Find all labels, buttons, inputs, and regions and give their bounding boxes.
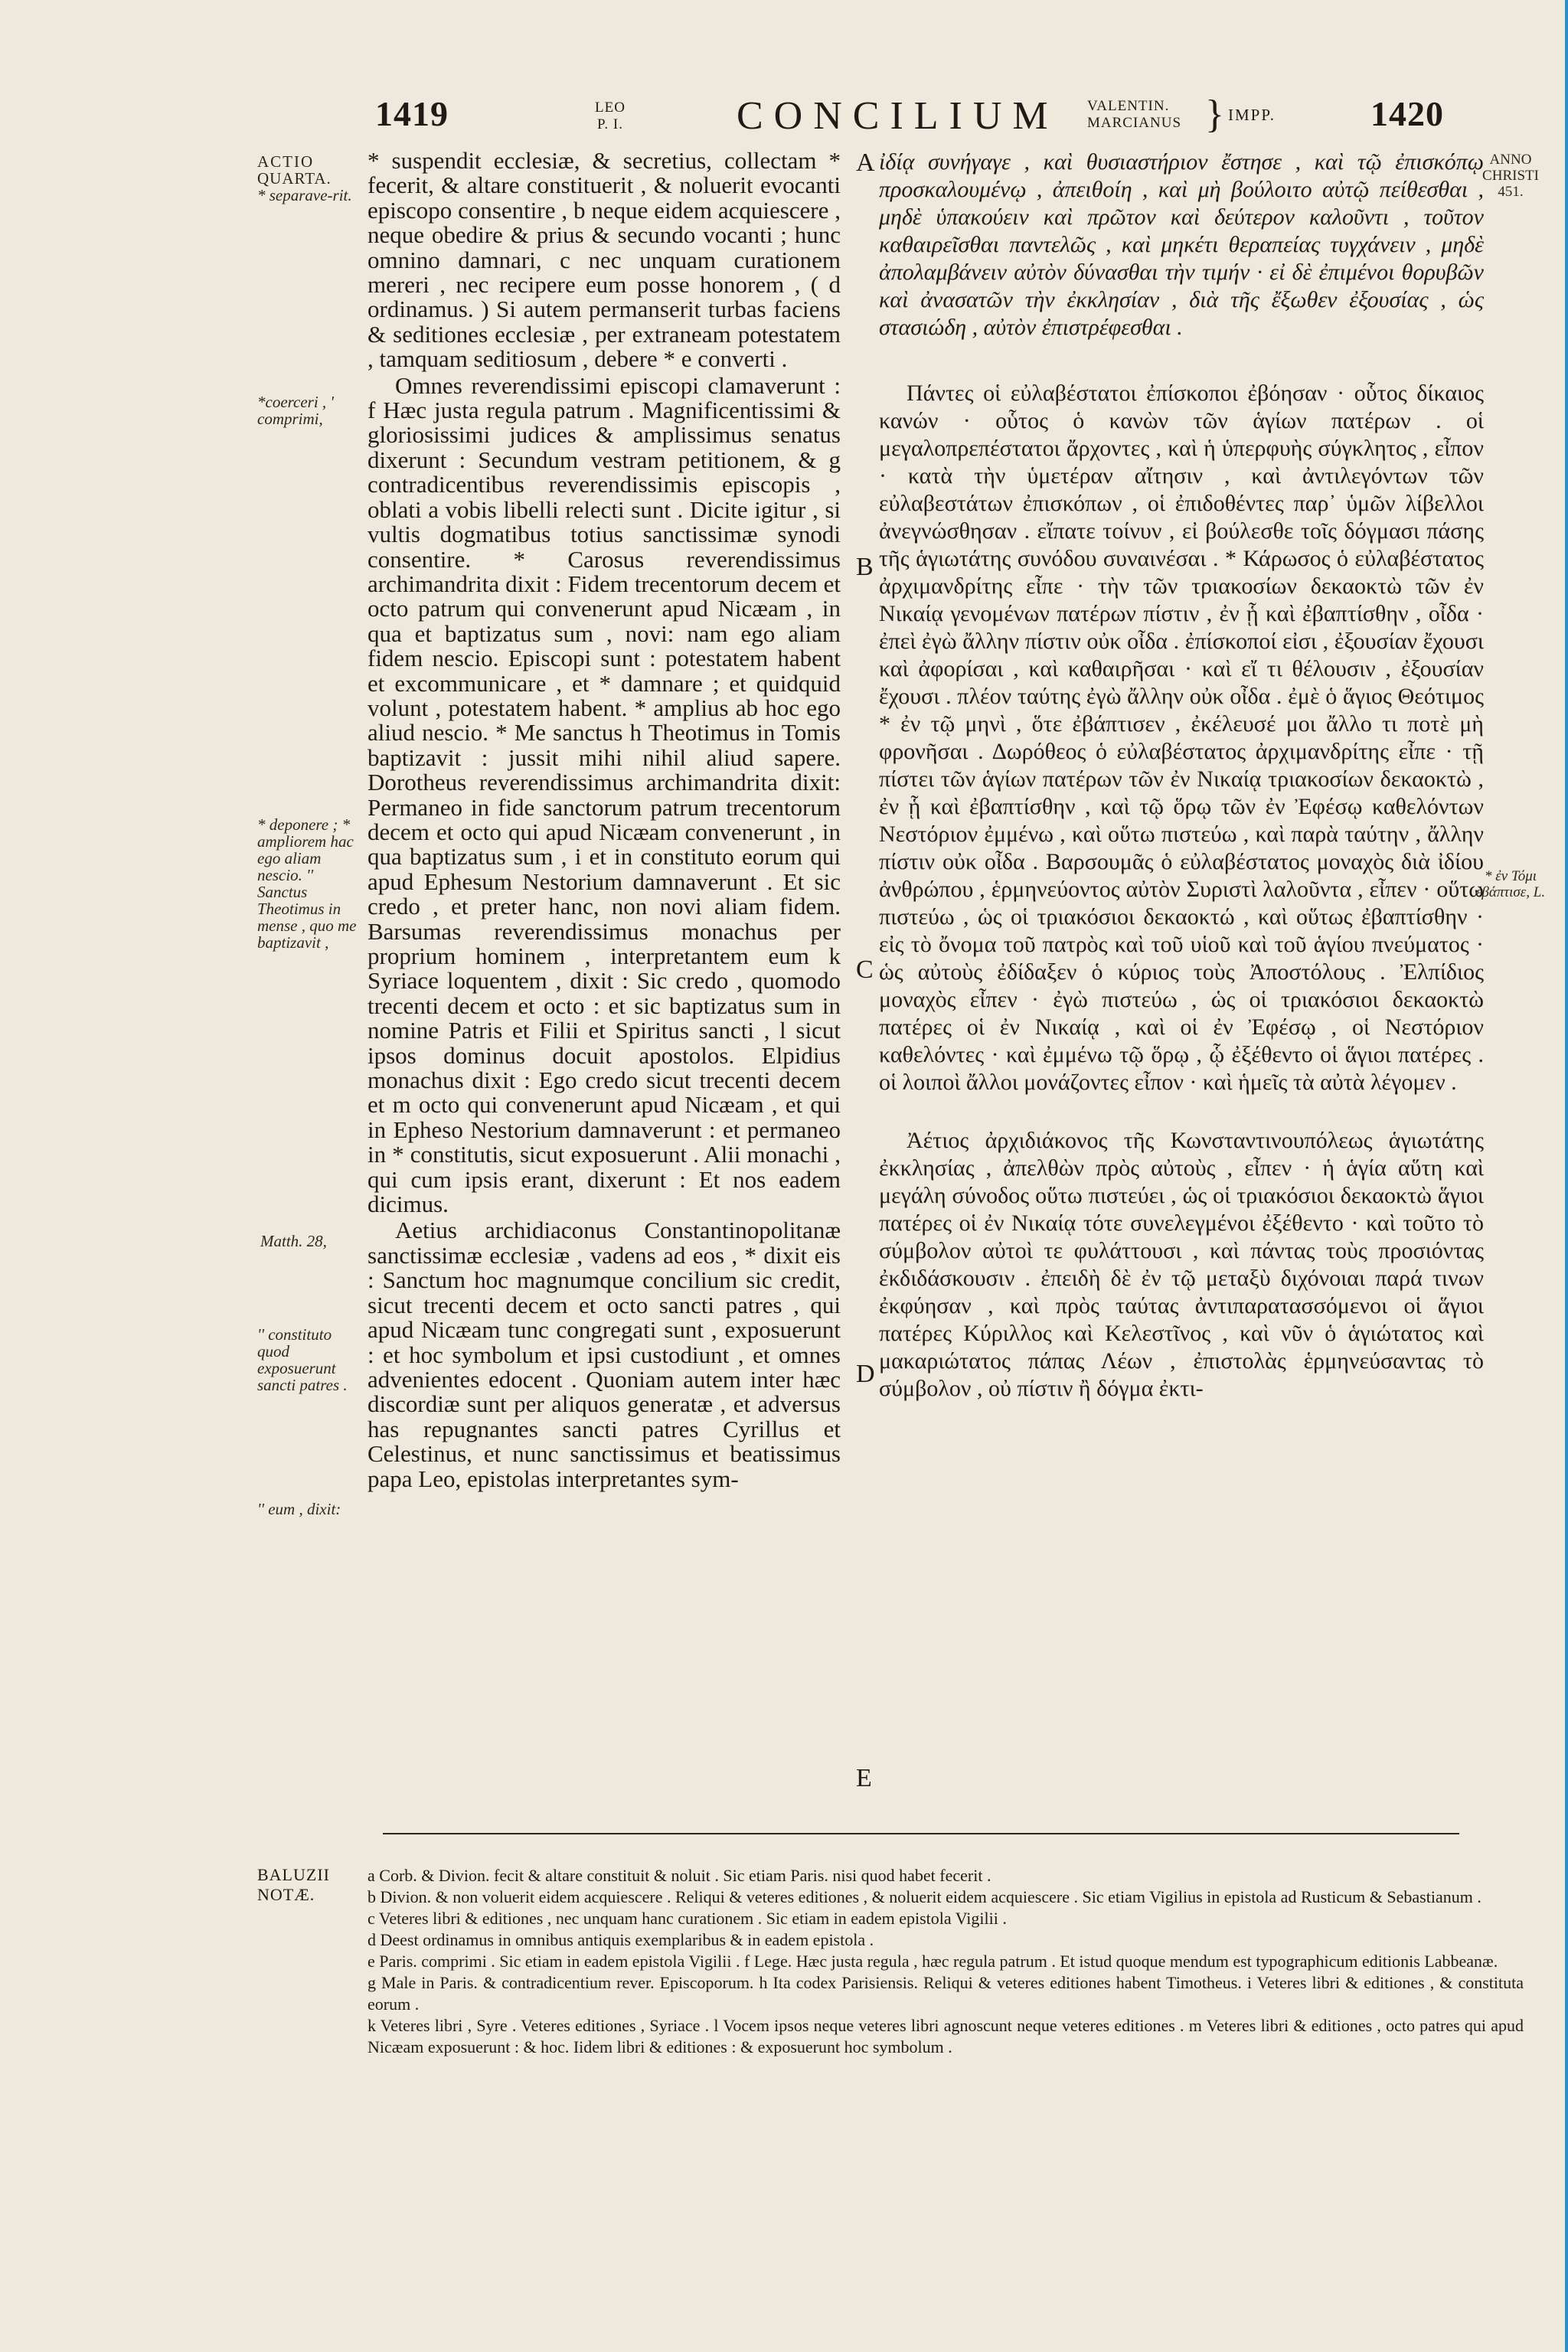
note-e-f: e Paris. comprimi . Sic etiam in eadem epistola Vigilii . f Lege. Hæc justa regula , hæc regula patrum . Et istud quoque mendum est typographicum editionis Labbeanæ. <box>368 1952 1498 1971</box>
section-letter-b: B <box>856 553 874 581</box>
latin-paragraph-2: Omnes reverendissimi episcopi clamaverunt : f Hæc justa regula patrum . Magnificentissimi & gloriosissimi judices & amplissimus senatus dixerunt : Secundum vestram petitionem, & g contradicentibus reverendissimis episcopis , oblati a vobis libelli relecti sunt . Dicite igitur , si vultis dogmatibus totius sanctissimæ synodi consentire. * Carosus reverendissimus archimandrita dixit : Fidem trecentorum decem et octo patrum qui convenerunt apud Nicæam , in qua et baptizatus sum , novi: nam ego aliam fidem nescio. Episcopi sunt : potestatem habent et excommunicare , et * damnare ; et quidquid volunt , potestatem habent. * amplius ab hoc ego aliud nescio. * Me sanctus h Theotimus in Tomis baptizavit : jussit mihi nihil aliud sapere. Dorotheus reverendissimus archimandrita dixit: Permaneo in fide sanctorum patrum trecentorum decem et octo qui apud Nicæam convenerunt , in qua baptizatus sum , i et in constituto eorum qui apud Ephesum Nestorium damnaverunt . Et sic credo , et preter hanc, non novi aliam fidem. Barsumas reverendissimus monachus per proprium hominem , interpretantem eum k Syriace loquentem , dixit : Sic credo , quomodo trecenti decem et octo : et sic baptizatus sum in nomine Patris et Filii et Spiritus sancti , l sicut ipsos dominus docuit apostolos. Elpidius monachus dixit : Ego credo sicut trecenti decem et m octo qui convenerunt apud Nicæam , et qui in Epheso Nestorium damnaverunt : et permaneo in * constitutis, sicut exposuerunt . Alii monachi , qui cum ipsis erant, dixerunt : Et nos eadem dicimus. <box>368 371 841 1218</box>
left-page-number: 1419 <box>375 94 449 133</box>
margin-note-2: *coerceri , ' comprimi, <box>257 393 334 428</box>
header-emperor-1: VALENTIN. <box>1087 98 1170 114</box>
actio-label: ACTIO <box>257 152 315 171</box>
latin-paragraph-1: * suspendit ecclesiæ, & secretius, collectam * fecerit, & altare constituerit , & noluerit evocanti episcopo consentire , b neque eidem acquiescere , neque obedire & prius & secundo vocanti ; hunc omnino damnari, c nec unquam curationem mereri , nec recipere eum posse honorem , ( d ordinamus. ) Si autem permanserit turbas faciens & seditiones ecclesiæ , per extraneam potestatem , tamquam seditiosum , debere * e converti . <box>368 147 841 373</box>
note-b: b Divion. & non voluerit eidem acquiescere . Reliqui & veteres editiones , & noluerit eidem acquiescere . Sic etiam Vigilius in epistola ad Rusticum & Sebastianum . <box>368 1887 1481 1906</box>
margin-note-3: * deponere ; * ampliorem hac ego aliam nescio. '' Sanctus Theotimus in mense , quo me baptizavit , <box>257 815 357 952</box>
latin-column <box>368 149 841 1491</box>
right-margin-note-1: * ἐν Τόμι ἐβάπτισε, L. <box>1475 868 1546 900</box>
notes-separator <box>383 1833 1459 1834</box>
section-letter-c: C <box>856 956 874 984</box>
note-d: d Deest ordinamus in omnibus antiquis exemplaribus & in eadem epistola . <box>368 1930 874 1949</box>
note-g-h-i: g Male in Paris. & contradicentium rever. Episcoporum. h Ita codex Parisiensis. Reliqui & veteres editiones habent Timotheus. i Veteres libri & editiones , & constituta eorum . <box>368 1973 1524 2014</box>
margin-note-1: * separave-rit. <box>257 186 352 204</box>
header-emperor-2: MARCIANUS <box>1087 115 1182 131</box>
section-letter-d: D <box>856 1360 875 1388</box>
section-letter-e: E <box>856 1764 872 1792</box>
notes-label <box>257 1865 364 1905</box>
notes-label-notae: NOTÆ. <box>257 1885 315 1904</box>
greek-paragraph-1: ἰδίᾳ συνήγαγε , καὶ θυσιαστήριον ἔστησε , καὶ τῷ ἐπισκόπῳ προσκαλουμένῳ , ἀπειθοίη , καὶ μὴ βούλοιτο αὐτῷ πείθεσθαι , μηδὲ ὑπακούειν καὶ πρῶτον καὶ δεύτερον καλοῦντι , τοῦτον καθαιρεῖσθαι παντελῶς , καὶ μηκέτι θεραπείας τυγχάνειν , μηδὲ ἀπολαμβάνειν αὐτὸν δύνασθαι τὴν τιμήν · εἰ δὲ ἐπιμένοι θορυβῶν καὶ ἀνασατῶν τὴν ἐκκλησίαν , διὰ τῆς ἔξωθεν ἐξουσίας , ὡς στασιώδη , αὐτὸν ἐπιστρέφεσθαι . <box>879 149 1484 340</box>
header-pope-number: P. I. <box>596 116 624 132</box>
header-impp: IMPP. <box>1228 106 1276 124</box>
notes-label-author: BALUZII <box>257 1865 330 1884</box>
greek-paragraph-2: Πάντες οἱ εὐλαβέστατοι ἐπίσκοποι ἐβόησαν · οὗτος δίκαιος κανών · οὗτος ὁ κανὼν τῶν ἁγίων πατέρων . οἱ μεγαλοπρεπέστατοι ἄρχοντες , καὶ ἡ ὑπερφυὴς σύγκλητος , εἶπον · κατὰ τὴν ὑμετέραν αἴτησιν , καὶ ἀντιλεγόντων τῶν εὐλαβεστάτων ἐπισκόπων , οἱ ἐπιδοθέντες παρ᾽ ὑμῶν λίβελλοι ἀνεγνώσθησαν . εἴπατε τοίνυν , εἰ βούλεσθε τοῖς δόγμασι πάσης τῆς ἁγιωτάτης συνόδου συναινέσαι . * Κάρωσος ὁ εὐλαβέστατος ἀρχιμανδρίτης εἶπε · τὴν τῶν τριακοσίων δεκαοκτὼ τῶν ἐν Νικαίᾳ γενομένων πατέρων πίστιν , ἐν ᾗ καὶ ἐβαπτίσθην , οἶδα · ἐπεὶ ἐγὼ ἄλλην πίστιν οὐκ οἶδα . ἐπίσκοποί εἰσι , ἐξουσίαν ἔχουσι καὶ ἀφορίσαι , καὶ καθαιρῆσαι · καὶ εἴ τι θέλουσιν , ἐξουσίαν ἔχουσι . πλέον ταύτης ἐγὼ ἄλλην οὐκ οἶδα . ἐμὲ ὁ ἅγιος Θεότιμος * ἐν τῷ μηνὶ , ὅτε ἐβάπτισεν , ἐκέλευσέ μοι ἄλλο τι ποτὲ μὴ φρονῆσαι . Δωρόθεος ὁ εὐλαβέστατος ἀρχιμανδρίτης εἶπε · τῇ πίστει τῶν ἁγίων πατέρων τῶν ἐν Νικαίᾳ τριακοσίων δεκαοκτὼ , ἐν ᾗ καὶ ἐβαπτίσθην , καὶ τῷ ὅρῳ τῶν ἐν Ἐφέσῳ καθελόντων Νεστόριον ἐμμένω , καὶ οὕτω πιστεύω , καὶ παρὰ ταύτην , ἄλλην πίστιν οὐκ οἶδα . Βαρσουμᾶς ὁ εὐλαβέστατος μοναχὸς διὰ ἰδίου ἀνθρώπου , ἑρμηνεύοντος αὐτὸν Συριστὶ λαλοῦντα , εἶπεν · οὕτω πιστεύω , ὡς οἱ τριακόσιοι δεκαοκτώ , καὶ οὕτως ἐβαπτίσθην · εἰς τὸ ὄνομα τοῦ πατρὸς καὶ τοῦ υἱοῦ καὶ τοῦ ἁγίου πνεύματος · ὡς αὐτοὺς ἐδίδαξεν ὁ κύριος τοὺς Ἀποστόλους . Ἐλπίδιος μοναχὸς εἶπεν · ἐγὼ πιστεύω , ὡς οἱ τριακόσιοι δεκαοκτὼ πατέρες οἱ ἐν Νικαίᾳ , καὶ οἱ ἐν Ἐφέσῳ , οἱ Νεστόριον καθελόντες · καὶ ἐμμένω τῷ ὅρῳ , ᾧ ἐξέθεντο οἱ ἅγιοι πατέρες . οἱ λοιποὶ ἄλλοι μονάζοντες εἶπον · καὶ ἡμεῖς τὰ αὐτὰ λέγομεν . <box>879 381 1484 1095</box>
header-pope-name: LEO <box>595 100 626 116</box>
running-title: CONCILIUM <box>737 94 1059 138</box>
margin-note-4: Matth. 28, <box>260 1232 327 1250</box>
header-brace: } <box>1205 93 1224 136</box>
page-edge <box>1565 0 1568 2352</box>
note-k-l-m: k Veteres libri , Syre . Veteres editiones , Syriace . l Vocem ipsos neque veteres libri agnoscunt neque veteres editiones . m Veteres libri & editiones , octo patres qui apud Nicæam exposuerunt : & hoc. Iidem libri & editiones : & exposuerunt hoc symbolum . <box>368 2016 1524 2056</box>
baluzii-notes <box>368 1865 1524 2058</box>
greek-column <box>879 149 1484 1403</box>
greek-paragraph-3: Ἀέτιος ἀρχιδιάκονος τῆς Κωνσταντινουπόλεως ἁγιωτάτης ἐκκλησίας , ἀπελθὼν πρὸς αὐτοὺς , εἶπεν · ἡ ἁγία αὕτη καὶ μεγάλη σύνοδος οὕτω πιστεύει , ὡς οἱ τριακόσιοι δεκαοκτὼ ἅγιοι πατέρες οἱ ἐν Νικαίᾳ τότε συνελεγμένοι ἐξέθεντο · καὶ τοῦτο τὸ σύμβολον αὐτοὶ τε φυλάττουσι , καὶ πάντας τοὺς προσιόντας ἐκδιδάσκουσιν . ἐπειδὴ δὲ ἐν τῷ μεταξὺ διχόνοιαι παρά τινων ἐκφύησαν , καὶ πρὸς ταύτας ἀντιπαρατασσόμενοι οἱ ἅγιοι πατέρες Κύριλλος καὶ Κελεστῖνος , καὶ νῦν ὁ ἁγιώτατος καὶ μακαριώτατος πάπας Λέων , ἐπιστολὰς ἑρμηνεύσαντας τὸ σύμβολον , οὐ πίστιν ἢ δόγμα ἐκτι- <box>879 1128 1484 1401</box>
header-pope <box>583 100 637 133</box>
section-letter-a: A <box>856 149 875 177</box>
header-emperors <box>1087 98 1202 132</box>
latin-paragraph-3: Aetius archidiaconus Constantinopolitanæ sanctissimæ ecclesiæ , vadens ad eos , * dixit eis : Sanctum hoc magnumque concilium sic credit, sicut trecenti decem et octo sancti patres , qui apud Nicæam tunc congregati sunt , exposuerunt : et hoc symbolum et ipsi custodiunt , et omnes advenientes edocent . Quoniam autem inter hæc discordiæ sunt per aliquos generatæ , et adversus has repugnantes sancti patres Cyrillus et Celestinus, et nunc sanctissimus et beatissimus papa Leo, epistolas interpretantes sym- <box>368 1217 841 1492</box>
note-c: c Veteres libri & editiones , nec unquam hanc curationem . Sic etiam in eadem epistola Vigilii . <box>368 1909 1007 1928</box>
left-margin-actio <box>257 153 357 204</box>
margin-note-6: '' eum , dixit: <box>257 1500 341 1518</box>
anno-year: 451. <box>1498 184 1524 200</box>
christi-label: CHRISTI <box>1482 168 1539 184</box>
anno-label: ANNO <box>1489 152 1532 168</box>
right-page-number: 1420 <box>1370 94 1444 133</box>
actio-number: QUARTA. <box>257 169 332 188</box>
note-a: a Corb. & Divion. fecit & altare constituit & noluit . Sic etiam Paris. nisi quod habet fecerit . <box>368 1866 991 1885</box>
margin-note-5: '' constituto quod exposuerunt sancti patres . <box>257 1325 348 1394</box>
